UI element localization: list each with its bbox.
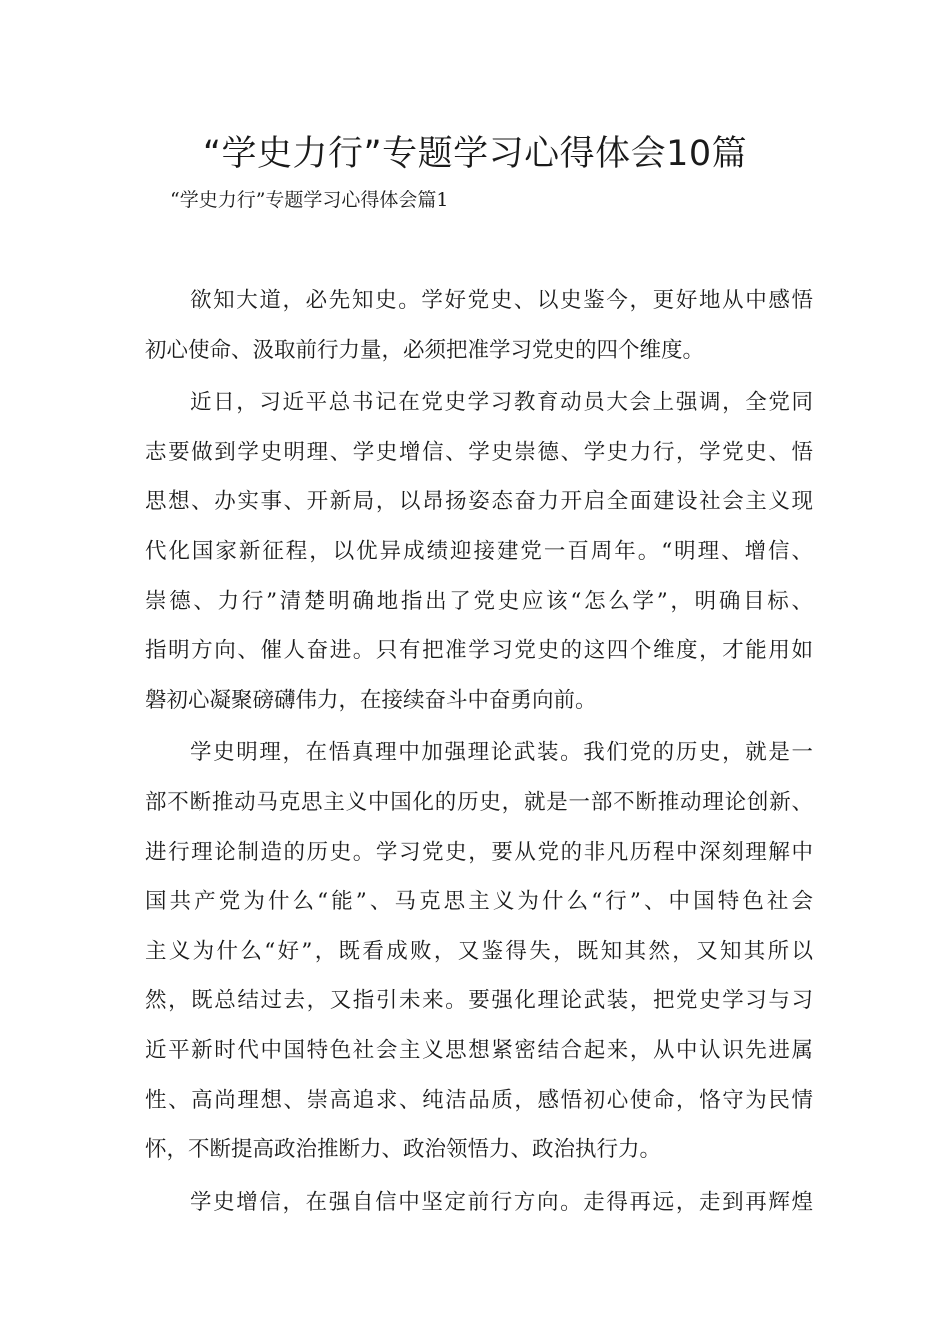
paragraph-line: 进行理论制造的历史。学习党史，要从党的非凡历程中深刻理解中: [145, 839, 813, 865]
body-paragraph: [145, 283, 813, 382]
paragraph-line: 近平新时代中国特色社会主义思想紧密结合起来，从中认识先进属: [145, 1037, 813, 1063]
body-paragraph: [145, 735, 813, 1181]
paragraph-line: 国共产党为什么“能”、马克思主义为什么“行”、中国特色社会: [145, 889, 813, 915]
paragraph-line: 学史增信，在强自信中坚定前行方向。走得再远，走到再辉煌: [190, 1189, 813, 1215]
paragraph-line: 代化国家新征程，以优异成绩迎接建党一百周年。“明理、增信、: [145, 538, 813, 564]
paragraph-line: 初心使命、汲取前行力量，必须把准学习党史的四个维度。: [145, 337, 705, 363]
paragraph-line: 欲知大道，必先知史。学好党史、以史鉴今，更好地从中感悟: [190, 288, 813, 313]
paragraph-line: 学史明理，在悟真理中加强理论武装。我们党的历史，就是一: [190, 740, 813, 766]
paragraph-line: 崇德、力行”清楚明确地指出了党史应该“怎么学”，明确目标、: [145, 588, 813, 614]
paragraph-line: 性、高尚理想、崇高追求、纯洁品质，感悟初心使命，恪守为民情: [145, 1087, 813, 1113]
paragraph-line: 主义为什么“好”，既看成败，又鉴得失，既知其然，又知其所以: [145, 938, 813, 964]
paragraph-line: 志要做到学史明理、学史增信、学史崇德、学史力行，学党史、悟: [145, 439, 813, 465]
document-title: “学史力行”专题学习心得体会10篇: [202, 134, 748, 174]
paragraph-line: 思想、办实事、开新局，以昂扬姿态奋力开启全面建设社会主义现: [145, 489, 813, 515]
paragraph-line: 怀，不断提高政治推断力、政治领悟力、政治执行力。: [145, 1137, 662, 1163]
paragraph-line: 磐初心凝聚磅礴伟力，在接续奋斗中奋勇向前。: [145, 687, 597, 713]
paragraph-line: 近日，习近平总书记在党史学习教育动员大会上强调，全党同: [190, 390, 813, 416]
paragraph-line: 部不断推动马克思主义中国化的历史，就是一部不断推动理论创新、: [145, 789, 813, 815]
body-paragraph: [145, 385, 813, 732]
document-body: [145, 283, 813, 1237]
paragraph-line: 指明方向、催人奋进。只有把准学习党史的这四个维度，才能用如: [145, 638, 813, 664]
document-subtitle: “学史力行”专题学习心得体会篇1: [170, 189, 449, 211]
body-paragraph: [145, 1185, 813, 1235]
paragraph-line: 然，既总结过去，又指引未来。要强化理论武装，把党史学习与习: [145, 988, 813, 1014]
